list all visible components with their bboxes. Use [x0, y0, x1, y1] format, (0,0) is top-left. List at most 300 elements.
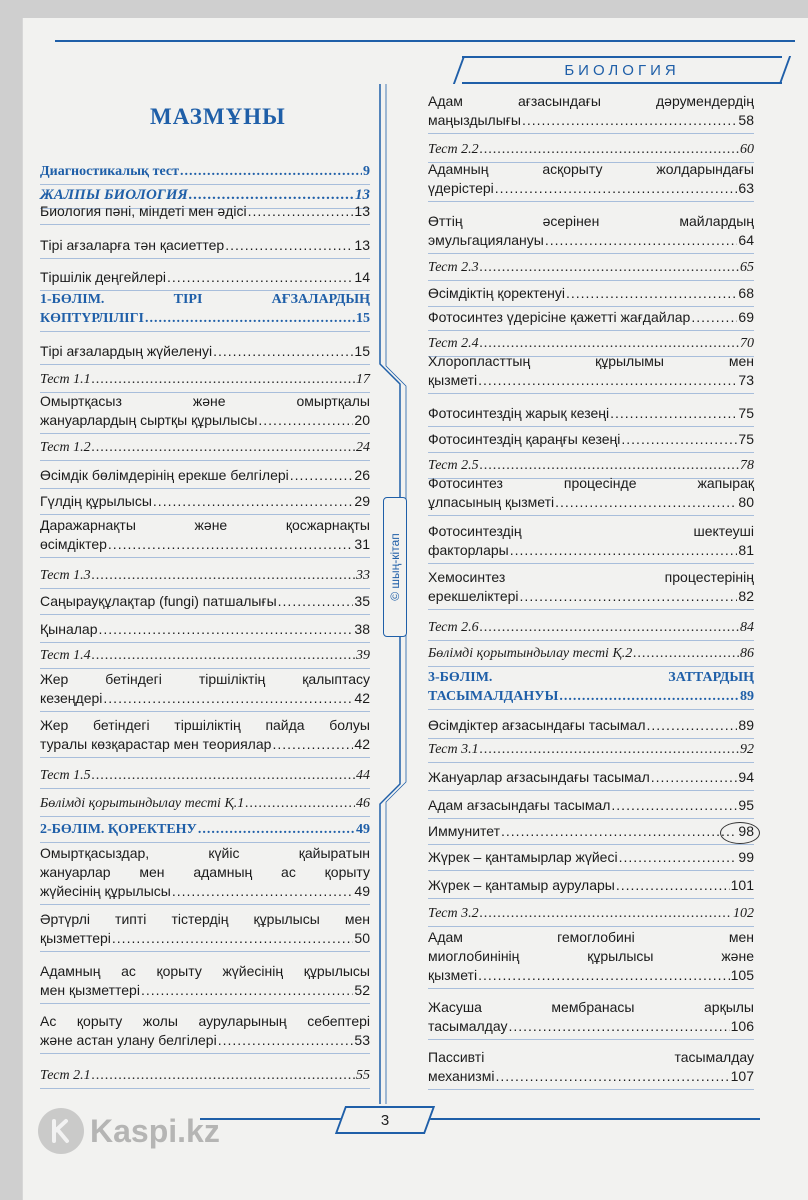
entry-title-line: Адамның ас қорыту жүйесінің құрылысы	[40, 963, 370, 979]
entry-page-number: 44	[356, 768, 370, 783]
toc-right-entry	[428, 716, 754, 735]
leader-dots	[92, 370, 355, 389]
entry-title-line: эмульгациялануы	[428, 232, 544, 248]
entry-separator	[40, 1003, 370, 1004]
entry-title-line: Жер бетіндегі тіршіліктің қалыптасу	[40, 671, 370, 687]
toc-right-entry	[428, 618, 754, 637]
toc-right-entry	[428, 92, 754, 130]
leader-dots	[478, 966, 730, 985]
entry-title-line: қызметтері	[40, 930, 111, 946]
entry-separator	[40, 331, 370, 332]
leader-dots	[248, 202, 354, 221]
leader-dots	[167, 268, 353, 287]
entry-page-number: 81	[738, 542, 754, 558]
leader-dots	[92, 566, 355, 585]
leader-dots	[480, 140, 739, 159]
entry-page-number: 13	[354, 203, 370, 219]
entry-separator	[428, 870, 754, 871]
toc-left-entry	[40, 466, 370, 485]
toc-right-entry	[428, 522, 754, 560]
entry-page-number: 69	[738, 309, 754, 325]
toc-right-entry	[428, 474, 754, 512]
toc-left-entry	[40, 844, 370, 901]
entry-title-line: Адам ағзасындағы тасымал	[428, 797, 611, 813]
entry-page-number: 84	[740, 620, 754, 635]
toc-left-entry	[40, 794, 370, 813]
leader-dots	[92, 766, 355, 785]
entry-page-number: 20	[354, 412, 370, 428]
entry-title-line: Гүлдің құрылысы	[40, 493, 152, 509]
toc-right-entry	[428, 768, 754, 787]
entry-title-line: Даражарнақты және қосжарнақты	[40, 517, 370, 533]
entry-separator	[40, 488, 370, 489]
entry-page-number: 95	[738, 797, 754, 813]
toc-left-entry	[40, 962, 370, 1000]
entry-title-line: Тірі ағзаларға тән қасиеттер	[40, 237, 225, 253]
leader-dots	[103, 689, 353, 708]
leader-dots	[180, 162, 362, 181]
leader-dots	[290, 466, 354, 485]
entry-title-line: Хемосинтез процестерінің	[428, 569, 754, 585]
entry-page-number: 52	[354, 982, 370, 998]
toc-right-entry	[428, 904, 754, 923]
toc-right-entry	[428, 876, 754, 895]
entry-page-number: 55	[356, 1068, 370, 1083]
leader-dots	[198, 820, 355, 839]
entry-separator	[40, 757, 370, 758]
entry-title-line: Омыртқасыздар, күйіс қайыратын	[40, 845, 370, 861]
entry-title-line: Хлоропласттың құрылымы мен	[428, 353, 754, 369]
toc-left-entry	[40, 566, 370, 585]
entry-separator	[428, 640, 754, 641]
entry-separator	[40, 1088, 370, 1089]
entry-title-line: Тест 2.6	[428, 620, 479, 635]
entry-separator	[428, 306, 754, 307]
footer-rule	[200, 1118, 760, 1120]
entry-page-number: 49	[354, 883, 370, 899]
leader-dots	[651, 768, 738, 787]
entry-title-line: ЖАЛПЫ БИОЛОГИЯ	[40, 187, 188, 203]
entry-page-number: 60	[740, 142, 754, 157]
entry-title-line: мен қызметтері	[40, 982, 140, 998]
entry-separator	[428, 201, 754, 202]
toc-left-entry	[40, 342, 370, 361]
entry-separator	[428, 926, 754, 927]
toc-left-entry	[40, 202, 370, 221]
entry-page-number: 73	[738, 372, 754, 388]
leader-dots	[520, 587, 738, 606]
entry-separator	[428, 709, 754, 710]
toc-right-entry	[428, 848, 754, 867]
leader-dots	[508, 1017, 729, 1036]
entry-separator	[428, 563, 754, 564]
entry-title-line: Саңырауқұлақтар (fungi) патшалығы	[40, 593, 277, 609]
publisher-text: © шың-кітап	[388, 533, 402, 601]
leader-dots	[510, 541, 738, 560]
running-header	[462, 56, 782, 84]
toc-left-entry	[40, 592, 370, 611]
leader-dots	[480, 456, 739, 475]
entry-separator	[40, 788, 370, 789]
leader-dots	[172, 882, 354, 901]
entry-page-number: 99	[738, 849, 754, 865]
entry-page-number: 9	[363, 164, 370, 179]
leader-dots	[691, 308, 737, 327]
entry-page-number: 14	[354, 269, 370, 285]
leader-dots	[218, 1031, 354, 1050]
entry-title-line: миоглобинінің құрылысы және	[428, 948, 754, 964]
entry-page-number: 49	[356, 822, 370, 837]
toc-right-entry	[428, 456, 754, 475]
entry-page-number: 38	[354, 621, 370, 637]
entry-page-number: 26	[354, 467, 370, 483]
entry-separator	[40, 224, 370, 225]
page-number-box	[335, 1106, 435, 1134]
entry-page-number: 39	[356, 648, 370, 663]
entry-separator	[428, 609, 754, 610]
entry-title-line: 2-БӨЛІМ. ҚОРЕКТЕНУ	[40, 822, 197, 837]
leader-dots	[611, 796, 737, 815]
entry-title-line: Пассивті тасымалдау	[428, 1049, 754, 1065]
entry-page-number: 31	[354, 536, 370, 552]
entry-page-number: 102	[733, 906, 754, 921]
entry-title-line: туралы көзқарастар мен теориялар	[40, 736, 272, 752]
entry-title-line: Адамның асқорыту жолдарындағы	[428, 161, 754, 177]
toc-left-entry	[40, 646, 370, 665]
entry-page-number: 33	[356, 568, 370, 583]
leader-dots	[559, 687, 739, 706]
leader-dots	[98, 620, 353, 639]
leader-dots	[141, 981, 353, 1000]
entry-title-line: Өсімдіктер ағзасындағы тасымал	[428, 717, 646, 733]
entry-title-line: Бөлімді қорытындылау тесті Қ.2	[428, 646, 633, 661]
leader-dots	[92, 1066, 355, 1085]
watermark-text: Kaspi.kz	[90, 1112, 220, 1149]
toc-right-entry	[428, 1048, 754, 1086]
entry-separator	[428, 790, 754, 791]
leader-dots	[213, 342, 353, 361]
entry-page-number: 58	[738, 112, 754, 128]
entry-separator	[428, 1039, 754, 1040]
entry-title-line: Тіршілік деңгейлері	[40, 269, 167, 285]
entry-title-line: Диагностикалық тест	[40, 164, 179, 179]
entry-title-line: Тест 2.3	[428, 260, 479, 275]
entry-title-line: Омыртқасыз және омыртқалы	[40, 393, 370, 409]
entry-separator	[428, 393, 754, 394]
entry-page-number: 35	[354, 593, 370, 609]
entry-separator	[40, 816, 370, 817]
leader-dots	[480, 740, 739, 759]
entry-title-line: 3-БӨЛІМ. ЗАТТАРДЫҢ	[428, 670, 754, 685]
entry-separator	[428, 133, 754, 134]
leader-dots	[610, 404, 737, 423]
toc-left-entry	[40, 516, 370, 554]
entry-title-line: ерекшеліктері	[428, 588, 519, 604]
leader-dots	[522, 111, 737, 130]
entry-page-number: 68	[738, 285, 754, 301]
entry-separator	[40, 614, 370, 615]
entry-separator	[40, 258, 370, 259]
toc-right-entry	[428, 668, 754, 706]
entry-title-line: Тест 1.2	[40, 440, 91, 455]
toc-right-entry	[428, 284, 754, 303]
entry-page-number: 17	[356, 372, 370, 387]
entry-page-number: 82	[738, 588, 754, 604]
toc-left-entry	[40, 392, 370, 430]
entry-separator	[40, 557, 370, 558]
entry-page-number: 80	[738, 494, 754, 510]
entry-separator	[40, 1053, 370, 1054]
entry-title-line: механизмі	[428, 1068, 495, 1084]
entry-title-line: Тест 1.5	[40, 768, 91, 783]
entry-title-line: Жануарлар ағзасындағы тасымал	[428, 769, 650, 785]
toc-right-entry	[428, 334, 754, 353]
entry-separator	[428, 738, 754, 739]
toc-right-entry	[428, 796, 754, 815]
entry-page-number: 15	[354, 343, 370, 359]
entry-page-number: 65	[740, 260, 754, 275]
entry-separator	[428, 666, 754, 667]
entry-separator	[428, 515, 754, 516]
leader-dots	[501, 822, 737, 841]
entry-page-number: 64	[738, 232, 754, 248]
toc-left-entry	[40, 910, 370, 948]
entry-title-line: Тест 3.1	[428, 742, 479, 757]
leader-dots	[478, 371, 737, 390]
toc-left-entry	[40, 620, 370, 639]
entry-page-number: 13	[355, 187, 370, 203]
entry-separator	[40, 588, 370, 589]
leader-dots	[92, 646, 355, 665]
entry-title-line: жүйесінің құрылысы	[40, 883, 171, 899]
leader-dots	[555, 493, 737, 512]
entry-page-number: 13	[354, 237, 370, 253]
leader-dots	[92, 438, 355, 457]
toc-right-entry	[428, 928, 754, 985]
leader-dots	[225, 236, 353, 255]
entry-title-line: тасымалдау	[428, 1018, 508, 1034]
watermark	[38, 1108, 220, 1154]
entry-separator	[40, 668, 370, 669]
toc-right-entry	[428, 822, 754, 841]
toc-left-entry	[40, 492, 370, 511]
entry-title-line: Тест 1.1	[40, 372, 91, 387]
entry-page-number: 89	[738, 717, 754, 733]
entry-title-line: 1-БӨЛІМ. ТІРІ АҒЗАЛАРДЫҢ	[40, 292, 370, 307]
entry-title-line: факторлары	[428, 542, 509, 558]
entry-title-line: Фотосинтез процесінде жапырақ	[428, 475, 754, 491]
entry-separator	[428, 988, 754, 989]
toc-title: МАЗМҰНЫ	[150, 104, 286, 129]
entry-separator	[40, 642, 370, 643]
toc-left-entry	[40, 766, 370, 785]
entry-page-number: 78	[740, 458, 754, 473]
entry-title-line: ұлпасының қызметі	[428, 494, 555, 510]
entry-title-line: Өсімдік бөлімдерінің ерекше белгілері	[40, 467, 289, 483]
entry-title-line: Биология пәні, міндеті мен әдісі	[40, 203, 247, 219]
leader-dots	[647, 716, 738, 735]
entry-title-line: Тест 2.1	[40, 1068, 91, 1083]
entry-title-line: қызметі	[428, 967, 478, 983]
entry-separator	[428, 280, 754, 281]
entry-page-number: 75	[738, 431, 754, 447]
entry-title-line: Тест 2.4	[428, 336, 479, 351]
entry-title-line: Адам гемоглобині мен	[428, 929, 754, 945]
entry-page-number: 50	[354, 930, 370, 946]
toc-right-entry	[428, 644, 754, 663]
entry-page-number: 94	[738, 769, 754, 785]
entry-title-line: Тест 2.5	[428, 458, 479, 473]
entry-title-line: Өттің әсерінен майлардың	[428, 213, 754, 229]
entry-separator	[40, 842, 370, 843]
leader-dots	[545, 231, 738, 250]
toc-left-entry	[40, 162, 370, 181]
entry-title-line: қызметі	[428, 372, 478, 388]
entry-page-number: 70	[740, 336, 754, 351]
entry-page-number: 98	[738, 823, 754, 839]
toc-right-entry	[428, 740, 754, 759]
entry-separator	[428, 898, 754, 899]
entry-title-line: Фотосинтез үдерісіне қажетті жағдайлар	[428, 309, 691, 325]
leader-dots	[258, 411, 353, 430]
entry-title-line: Жасуша мембранасы арқылы	[428, 999, 754, 1015]
entry-title-line: өсімдіктер	[40, 536, 107, 552]
leader-dots	[619, 848, 738, 867]
leader-dots	[145, 309, 355, 328]
entry-title-line: жануарлардың сыртқы құрылысы	[40, 412, 258, 428]
entry-page-number: 29	[354, 493, 370, 509]
toc-left-entry	[40, 670, 370, 708]
entry-title-line: маңыздылығы	[428, 112, 521, 128]
entry-title-line: Әртүрлі типті тістердің құрылысы мен	[40, 911, 370, 927]
entry-page-number: 89	[740, 689, 754, 704]
entry-title-line: Адам ағзасындағы дәрумендердің	[428, 93, 754, 109]
entry-separator	[428, 426, 754, 427]
leader-dots	[566, 284, 737, 303]
entry-title-line: Бөлімді қорытындылау тесті Қ.1	[40, 796, 245, 811]
entry-title-line: ТАСЫМАЛДАНУЫ	[428, 689, 559, 704]
entry-title-line: Тест 1.4	[40, 648, 91, 663]
entry-page-number: 86	[740, 646, 754, 661]
toc-right-entry	[428, 998, 754, 1036]
entry-separator	[428, 253, 754, 254]
entry-title-line: Фотосинтездің шектеуші	[428, 523, 754, 539]
entry-separator	[428, 844, 754, 845]
entry-title-line: жануарлар мен адамның ас қорыту	[40, 864, 370, 880]
leader-dots	[621, 430, 737, 449]
entry-separator	[40, 514, 370, 515]
toc-right-entry	[428, 160, 754, 198]
entry-title-line: Өсімдіктің қоректенуі	[428, 285, 565, 301]
entry-title-line: Жүрек – қантамыр аурулары	[428, 877, 615, 893]
leader-dots	[480, 904, 732, 923]
entry-page-number: 42	[354, 736, 370, 752]
header-rule	[55, 40, 795, 42]
entry-separator	[428, 330, 754, 331]
entry-page-number: 105	[730, 967, 754, 983]
toc-left-entry	[40, 438, 370, 457]
entry-title-line: Ас қорыту жолы ауруларының себептері	[40, 1013, 370, 1029]
leader-dots	[480, 334, 739, 353]
toc-left-entry	[40, 716, 370, 754]
entry-page-number: 53	[354, 1032, 370, 1048]
leader-dots	[278, 592, 354, 611]
leader-dots	[495, 179, 738, 198]
entry-page-number: 101	[730, 877, 754, 893]
toc-right-entry	[428, 404, 754, 423]
pen-circle-mark	[720, 822, 760, 844]
leader-dots	[633, 644, 739, 663]
entry-title-line: Қыналар	[40, 621, 98, 637]
toc-right-entry	[428, 308, 754, 327]
toc-right-entry	[428, 258, 754, 277]
leader-dots	[272, 735, 353, 754]
leader-dots	[153, 492, 354, 511]
leader-dots	[616, 876, 730, 895]
entry-title-line: Тест 3.2	[428, 906, 479, 921]
kaspi-logo-icon	[38, 1108, 84, 1154]
toc-right-entry	[428, 352, 754, 390]
toc-left-entry	[40, 1066, 370, 1085]
entry-separator	[40, 711, 370, 712]
toc-right-entry	[428, 140, 754, 159]
entry-title-line: кезеңдері	[40, 690, 103, 706]
entry-title-line: КӨПТҮРЛІЛІГІ	[40, 311, 144, 326]
entry-page-number: 106	[730, 1018, 754, 1034]
toc-left-entry	[40, 1012, 370, 1050]
leader-dots	[108, 535, 354, 554]
entry-separator	[40, 460, 370, 461]
toc-left-entry	[40, 370, 370, 389]
entry-page-number: 42	[354, 690, 370, 706]
entry-separator	[428, 1089, 754, 1090]
entry-separator	[428, 818, 754, 819]
entry-page-number: 15	[356, 311, 370, 326]
entry-title-line: Жер бетіндегі тіршіліктің пайда болуы	[40, 717, 370, 733]
entry-separator	[40, 951, 370, 952]
entry-title-line: Жүрек – қантамырлар жүйесі	[428, 849, 618, 865]
entry-separator	[40, 364, 370, 365]
entry-page-number: 63	[738, 180, 754, 196]
leader-dots	[495, 1067, 729, 1086]
entry-title-line: үдерістері	[428, 180, 494, 196]
entry-page-number: 107	[730, 1068, 754, 1084]
entry-separator	[428, 762, 754, 763]
toc-right-entry	[428, 568, 754, 606]
leader-dots	[245, 794, 355, 813]
entry-separator	[40, 433, 370, 434]
entry-page-number: 92	[740, 742, 754, 757]
entry-title-line: Тест 2.2	[428, 142, 479, 157]
leader-dots	[480, 258, 739, 277]
running-title: БИОЛОГИЯ	[564, 61, 680, 79]
entry-page-number: 46	[356, 796, 370, 811]
entry-title-line: Фотосинтездің жарық кезеңі	[428, 405, 610, 421]
entry-separator	[40, 184, 370, 185]
entry-separator	[428, 452, 754, 453]
entry-page-number: 24	[356, 440, 370, 455]
entry-title-line: Тест 1.3	[40, 568, 91, 583]
leader-dots	[112, 929, 354, 948]
toc-right-entry	[428, 212, 754, 250]
page-number: 3	[380, 1111, 390, 1129]
entry-title-line: Тірі ағзалардың жүйеленуі	[40, 343, 213, 359]
toc-left-entry	[40, 268, 370, 287]
entry-title-line: және астан улану белгілері	[40, 1032, 217, 1048]
toc-left-entry	[40, 290, 370, 328]
entry-page-number: 75	[738, 405, 754, 421]
publisher-label	[383, 497, 407, 637]
